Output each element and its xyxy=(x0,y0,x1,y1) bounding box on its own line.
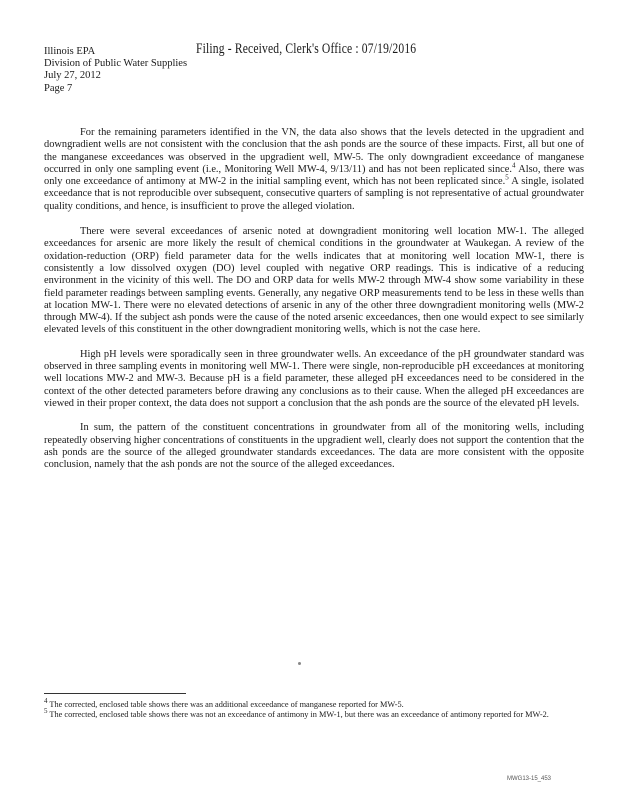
header-page: Page 7 xyxy=(44,82,73,94)
bates-number: MWG13-15_453 xyxy=(507,776,552,782)
footnote-5: $^5$ The corrected, enclosed table shows there was not an exceedance of antimony in MW-1, but there was an exceedance of antimony reported for MW-2. xyxy=(44,707,549,720)
header-division: Division of Public Water Supplies xyxy=(44,58,188,70)
footnote-4: $^4$ The corrected, enclosed table shows there was an additional exceedance of manganese reported for MW-5. xyxy=(44,697,404,709)
paragraph-1-text-a: For the remaining parameters identified in the VN, the data also shows that the levels detected in the upgradient and downgradient wells are not consistent with the conclusion that the ash ponds are the source of these impacts. First, all but one of the manganese exceedances was observed in the upgradient well, MW-5. The only downgradient exceedance of manganese occurred in only one sampling event (i.e., Monitoring Well MW-4, 9/13/11) and has not been replicated since. xyxy=(44,127,584,175)
paragraph-1-text-c: A single, isolated exceedance that is not reproducible over subsequent, consecutive quarters of sampling is not representative of actual groundwater quality conditions, and hence, is insufficient to prove the alleged violation. xyxy=(44,176,585,212)
paragraph-3: High pH levels were sporadically seen in three groundwater wells. An exceedance of the pH groundwater standard was observed in three sampling events in monitoring well MW-1. There were single, non-reproducible pH exceedances at monitoring well locations MW-2 and MW-3. Because pH is a field parameter, these alleged pH exceedances need to be considered in the context of the other detected parameters before drawing any conclusions as to their cause. When the alleged pH exceedances are viewed in their proper context, the data does not support a conclusion that the ash ponds are the source of the elevated pH levels. xyxy=(44,348,584,409)
header-date: July 27, 2012 xyxy=(44,70,101,82)
paragraph-2: There were several exceedances of arsenic noted at downgradient monitoring well location MW-1. The alleged exceedances for arsenic are more likely the result of chemical conditions in the groundwater at Waukegan. A review of the oxidation-reduction (ORP) field parameter data for the wells indicates that at monitoring well location MW-1, there is consistently a low dissolved oxygen (DO) level coupled with negative ORP readings. This is indicative of a reducing environment in the vicinity of this well. The DO and ORP data for wells MW-2 through MW-4 show some variability in these field parameter readings between sampling events. Generally, any negative ORP measurements tend to be less in these wells than at location MW-1. There were no elevated detections of arsenic in any of the other three downgradient monitoring wells (MW-2 through MW-4). If the subject ash ponds were the cause of the noted arsenic exceedances, then one would expect to see similarly elevated levels of this constituent in the other downgradient monitoring wells, which is not the case here. xyxy=(44,226,584,336)
paragraph-4: In sum, the pattern of the constituent concentrations in groundwater from all of the monitoring wells, including repeatedly observing higher concentrations of constituents in the upgradient well, clearly does not support the contention that the ash ponds are the source of the alleged groundwater standards exceedances. The data are more consistent with the opposite conclusion, namely that the ash ponds are not the source of the alleged exceedances. xyxy=(44,422,584,471)
paragraph-1 xyxy=(44,127,584,213)
footnote-ref-4: 4 xyxy=(511,161,516,170)
header-agency: Illinois EPA xyxy=(44,46,96,57)
footnote-ref-5: 5 xyxy=(505,173,509,182)
letter-header xyxy=(44,46,187,95)
footnotes xyxy=(44,697,579,720)
letter-body xyxy=(44,127,584,483)
paragraph-1-text-b: Also, there was only one exceedance of antimony at MW-2 in the initial sampling event, which has not been replicated since. xyxy=(44,163,584,188)
footnote-rule xyxy=(44,693,186,694)
scan-speck xyxy=(298,662,301,665)
filing-stamp: Filing - Received, Clerk's Office : 07/19/2016 xyxy=(196,41,417,57)
